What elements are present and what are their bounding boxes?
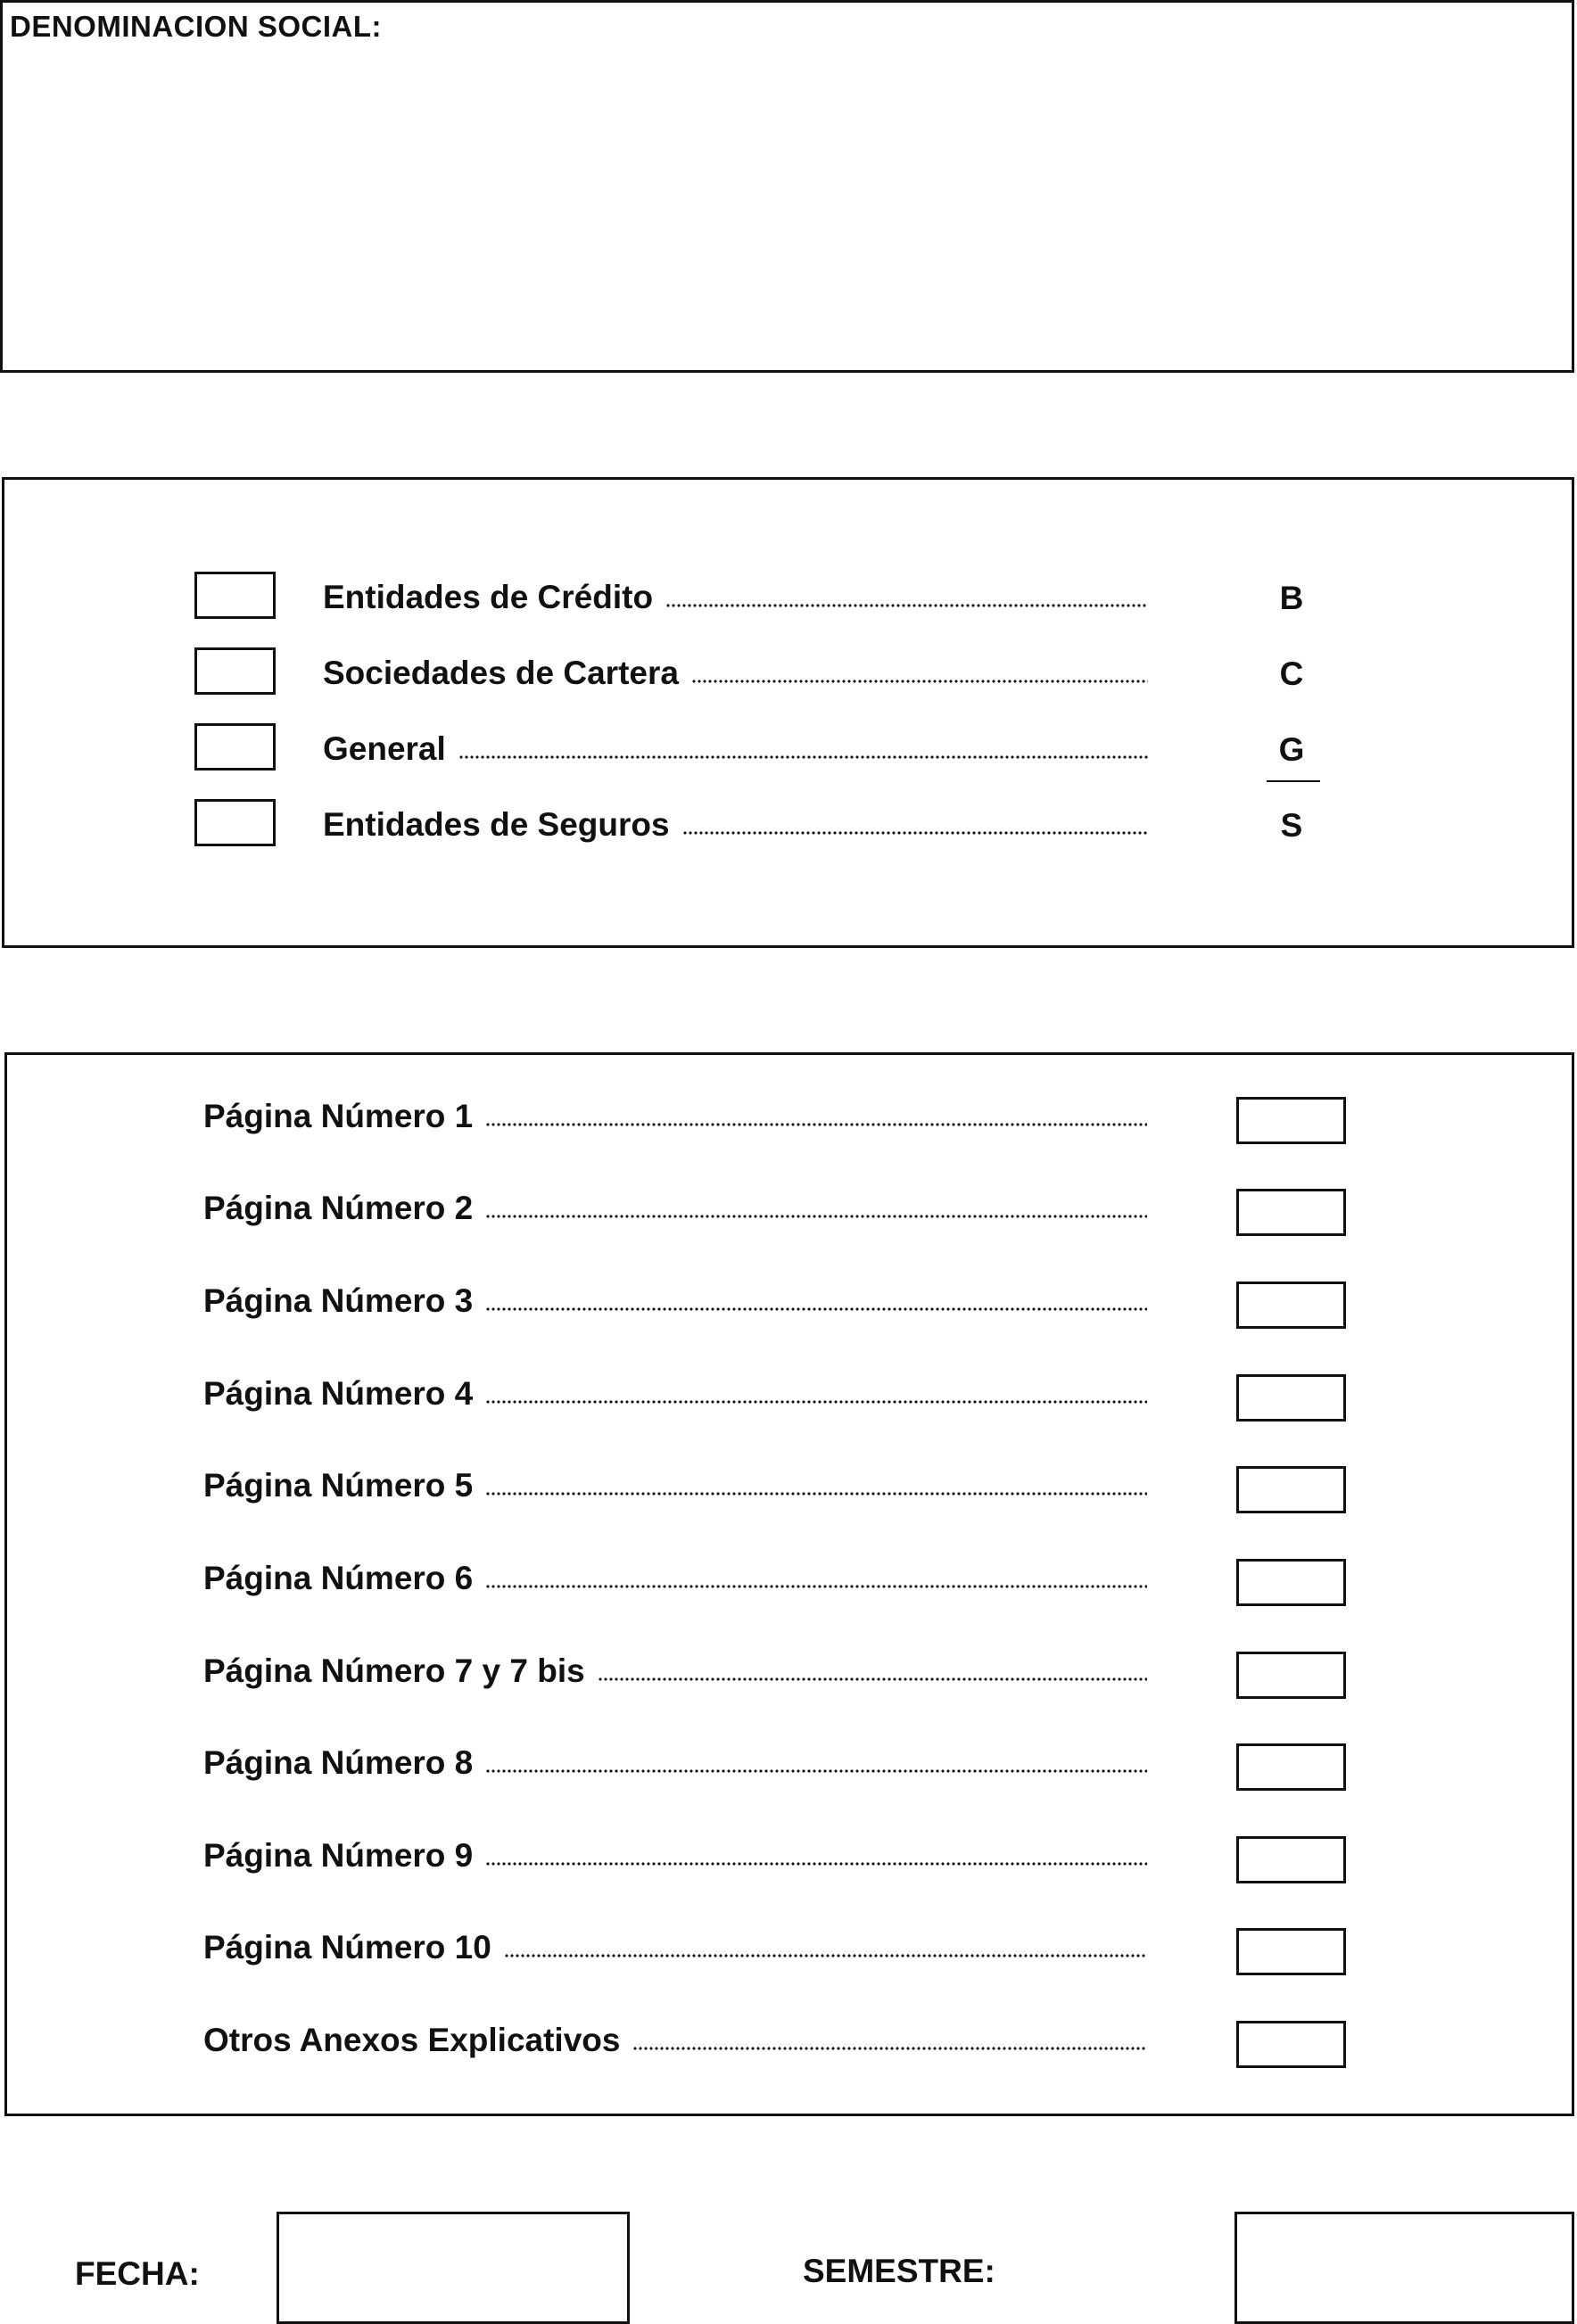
dot-leader	[485, 1585, 1147, 1588]
page-checkbox-7[interactable]	[1236, 1652, 1346, 1699]
entity-type-code-g: G	[1278, 731, 1305, 768]
page-label: Página Número 3	[203, 1281, 474, 1319]
dot-leader	[485, 1862, 1147, 1866]
page-row-4	[203, 1366, 1147, 1420]
page-checkbox-1[interactable]	[1236, 1097, 1346, 1144]
page-label: Página Número 6	[203, 1559, 474, 1596]
page-row-otros-anexos	[203, 2013, 1147, 2066]
entity-type-label: Entidades de Crédito	[323, 578, 654, 615]
dot-leader	[485, 1307, 1147, 1311]
page-row-6	[203, 1551, 1147, 1604]
dot-leader	[485, 1400, 1147, 1404]
page-row-8	[203, 1735, 1147, 1789]
page-label: Página Número 1	[203, 1097, 474, 1134]
entity-type-section	[2, 477, 1574, 948]
entity-type-row-general	[323, 721, 1148, 775]
dot-leader	[485, 1215, 1147, 1218]
page-checkbox-9[interactable]	[1236, 1836, 1346, 1883]
page-checklist-section	[4, 1052, 1574, 2116]
page-label: Página Número 5	[203, 1466, 474, 1504]
entity-type-checkbox-seguros[interactable]	[194, 799, 276, 846]
code-underline-mark	[1267, 780, 1320, 782]
denominacion-social-box[interactable]	[0, 0, 1574, 373]
dot-leader	[691, 680, 1148, 683]
page-checkbox-3[interactable]	[1236, 1281, 1346, 1329]
page-row-2	[203, 1181, 1147, 1234]
dot-leader	[665, 604, 1148, 607]
entity-type-row-credito	[323, 570, 1148, 623]
fecha-field[interactable]	[277, 2212, 630, 2324]
page-label: Otros Anexos Explicativos	[203, 2021, 621, 2058]
fecha-label: FECHA:	[75, 2255, 200, 2292]
dot-leader	[682, 831, 1148, 835]
denominacion-social-label: DENOMINACION SOCIAL:	[10, 10, 382, 43]
dot-leader	[598, 1677, 1147, 1681]
page-checkbox-8[interactable]	[1236, 1743, 1346, 1791]
entity-type-label: Sociedades de Cartera	[323, 654, 679, 691]
page-label: Página Número 8	[203, 1743, 474, 1781]
semestre-field[interactable]	[1234, 2212, 1574, 2324]
entity-type-checkbox-general[interactable]	[194, 723, 276, 771]
page-checkbox-5[interactable]	[1236, 1466, 1346, 1513]
dot-leader	[632, 2047, 1147, 2050]
page-row-9	[203, 1828, 1147, 1882]
page-row-10	[203, 1920, 1147, 1974]
entity-type-code-s: S	[1280, 807, 1303, 844]
entity-type-checkbox-cartera[interactable]	[194, 647, 276, 695]
entity-type-label: General	[323, 729, 446, 767]
entity-type-checkbox-credito[interactable]	[194, 572, 276, 619]
dot-leader	[485, 1492, 1147, 1496]
page-row-7	[203, 1644, 1147, 1697]
entity-type-code-b: B	[1279, 580, 1304, 616]
semestre-label: SEMESTRE:	[803, 2253, 995, 2289]
page-checkbox-2[interactable]	[1236, 1189, 1346, 1236]
page-checkbox-6[interactable]	[1236, 1559, 1346, 1606]
page-label: Página Número 7 y 7 bis	[203, 1652, 585, 1689]
entity-type-label: Entidades de Seguros	[323, 805, 670, 843]
page-row-1	[203, 1089, 1147, 1142]
dot-leader	[485, 1769, 1147, 1773]
page-checkbox-otros-anexos[interactable]	[1236, 2021, 1346, 2068]
dot-leader	[504, 1954, 1147, 1957]
page-checkbox-4[interactable]	[1236, 1374, 1346, 1422]
page-label: Página Número 4	[203, 1374, 474, 1412]
dot-leader	[485, 1123, 1147, 1126]
page-label: Página Número 9	[203, 1836, 474, 1874]
page-checkbox-10[interactable]	[1236, 1928, 1346, 1975]
page-label: Página Número 2	[203, 1189, 474, 1226]
entity-type-row-seguros	[323, 797, 1148, 851]
entity-type-row-cartera	[323, 646, 1148, 699]
page-label: Página Número 10	[203, 1928, 491, 1966]
page-row-3	[203, 1273, 1147, 1327]
entity-type-code-c: C	[1279, 655, 1304, 692]
dot-leader	[458, 755, 1148, 759]
page-row-5	[203, 1458, 1147, 1512]
